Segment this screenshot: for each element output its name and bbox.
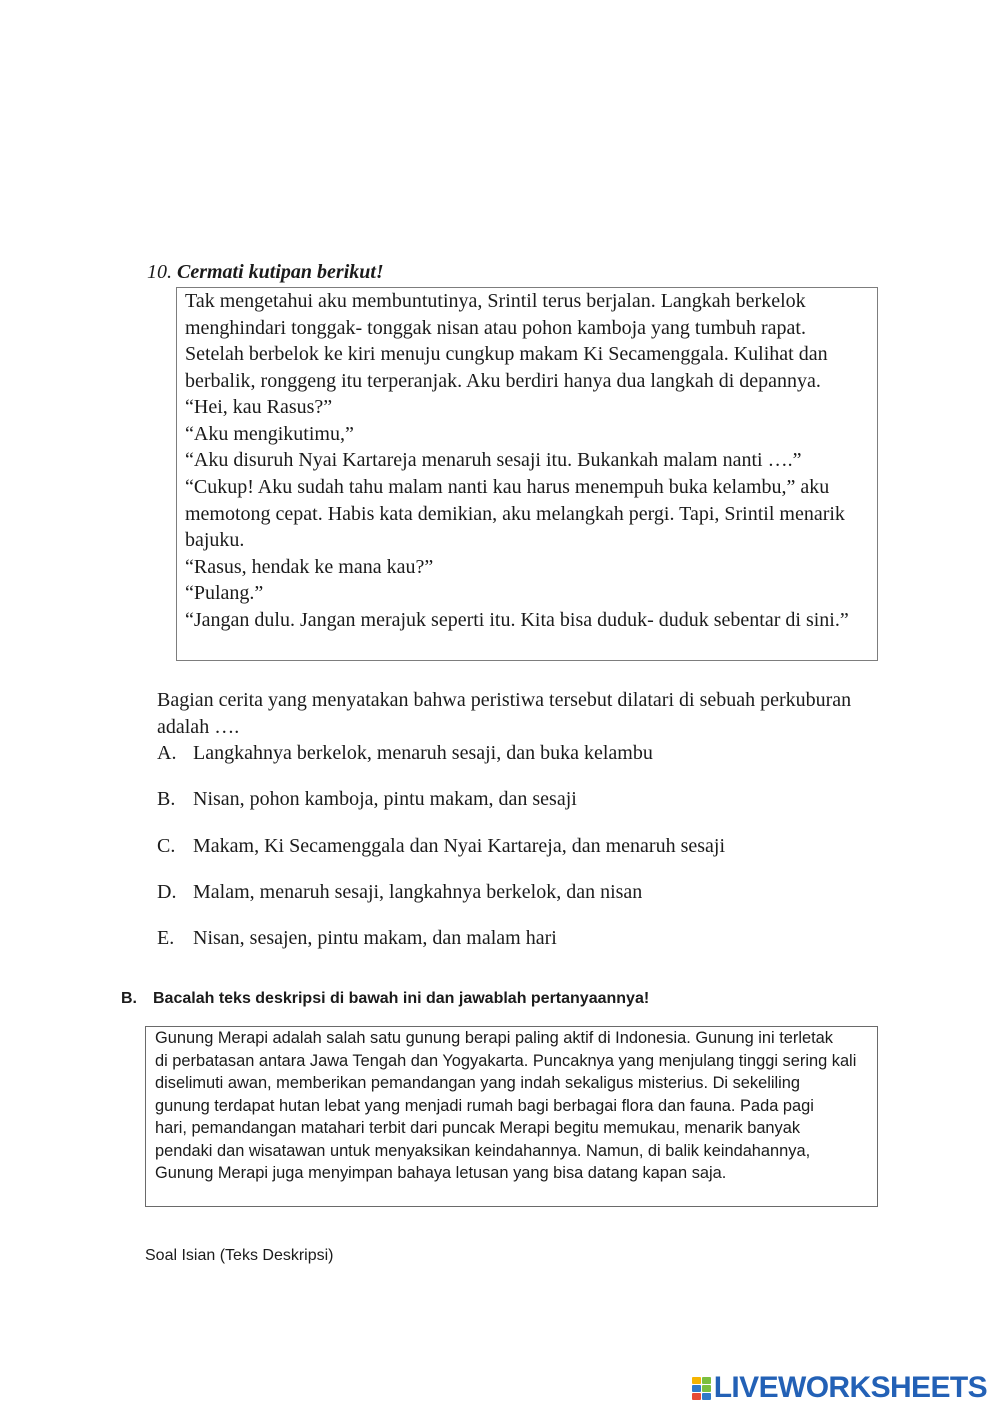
excerpt-line: Tak mengetahui aku membuntutinya, Srintil terus berjalan. Langkah berkelok — [185, 290, 806, 312]
description-line: di perbatasan antara Jawa Tengah dan Yogyakarta. Puncaknya yang menjulang tinggi sering kali — [155, 1051, 857, 1070]
excerpt-line: memotong cepat. Habis kata demikian, aku melangkah pergi. Tapi, Srintil menarik — [185, 502, 845, 525]
question-instruction: Cermati kutipan berikut! — [177, 261, 384, 283]
excerpt-line: “Hei, kau Rasus?” — [185, 396, 333, 419]
liveworksheets-logo — [692, 1372, 987, 1404]
answer-options — [157, 740, 725, 971]
fill-in-subheading: Soal Isian (Teks Deskripsi) — [145, 1247, 334, 1264]
description-line: diselimuti awan, memberikan pemandangan yang indah sekaligus misterius. Di sekeliling — [155, 1074, 801, 1092]
logo-tile — [702, 1377, 711, 1384]
excerpt-line: “Cukup! Aku sudah tahu malam nanti kau harus menempuh buka kelambu,” aku — [185, 476, 830, 499]
description-line: gunung terdapat hutan lebat yang menjadi rumah bagi berbagai flora dan fauna. Pada pagi — [155, 1096, 814, 1115]
option-text: Malam, menaruh sesaji, langkahnya berkelok, dan nisan — [193, 880, 643, 903]
option-letter: D. — [157, 880, 177, 903]
excerpt-line: bajuku. — [185, 529, 245, 552]
option-e — [157, 925, 725, 971]
question-stem — [157, 687, 851, 740]
logo-tile — [692, 1393, 701, 1400]
option-c — [157, 833, 725, 879]
option-d — [157, 879, 725, 925]
option-b — [157, 786, 725, 832]
section-b-heading — [121, 989, 649, 1009]
description-line: hari, pemandangan matahari terbit dari puncak Merapi begitu memukau, menarik banyak — [155, 1119, 801, 1137]
description-line: pendaki dan wisatawan untuk menyaksikan keindahannya. Namun, di balik keindahannya, — [155, 1141, 811, 1160]
description-line: Gunung Merapi juga menyimpan bahaya letusan yang bisa datang kapan saja. — [155, 1164, 727, 1182]
logo-tile — [692, 1385, 701, 1392]
excerpt-line: “Jangan dulu. Jangan merajuk seperti itu. Kita bisa duduk- duduk sebentar di sini.” — [185, 608, 849, 631]
section-instruction: Bacalah teks deskripsi di bawah ini dan jawablah pertanyaannya! — [153, 990, 650, 1007]
question-stem-line: adalah …. — [157, 715, 240, 738]
description-line: Gunung Merapi adalah salah satu gunung berapi paling aktif di Indonesia. Gunung ini terletak — [155, 1029, 833, 1047]
option-letter: C. — [157, 834, 176, 857]
option-text: Makam, Ki Secamenggala dan Nyai Kartareja, dan menaruh sesaji — [193, 834, 726, 857]
excerpt-line: “Aku mengikutimu,” — [185, 422, 354, 445]
question-stem-line: Bagian cerita yang menyatakan bahwa peristiwa tersebut dilatari di sebuah perkuburan — [157, 689, 852, 711]
excerpt-line: berbalik, ronggeng itu terperanjak. Aku berdiri hanya dua langkah di depannya. — [185, 369, 821, 392]
logo-tile — [702, 1385, 711, 1392]
option-text: Nisan, sesajen, pintu makam, dan malam hari — [193, 927, 557, 949]
logo-text: LIVEWORKSHEETS — [713, 1371, 987, 1404]
description-box — [145, 1026, 878, 1207]
excerpt-line: “Rasus, hendak ke mana kau?” — [185, 555, 434, 578]
logo-blocks-icon — [692, 1377, 711, 1400]
option-letter: B. — [157, 788, 176, 811]
option-text: Nisan, pohon kamboja, pintu makam, dan sesaji — [193, 788, 577, 811]
question-number: 10. — [147, 261, 172, 283]
excerpt-line: “Pulang.” — [185, 582, 264, 605]
section-letter: B. — [121, 990, 137, 1007]
option-letter: E. — [157, 927, 175, 949]
excerpt-box — [176, 287, 878, 661]
option-a — [157, 740, 725, 786]
excerpt-line: Setelah berbelok ke kiri menuju cungkup makam Ki Secamenggala. Kulihat dan — [185, 343, 828, 366]
option-letter: A. — [157, 742, 177, 764]
logo-tile — [692, 1377, 701, 1384]
question-title — [147, 259, 384, 285]
excerpt-line: menghindari tonggak- tonggak nisan atau pohon kamboja yang tumbuh rapat. — [185, 316, 806, 339]
excerpt-line: “Aku disuruh Nyai Kartareja menaruh sesaji itu. Bukankah malam nanti ….” — [185, 449, 802, 472]
logo-tile — [702, 1393, 711, 1400]
option-text: Langkahnya berkelok, menaruh sesaji, dan buka kelambu — [193, 742, 653, 764]
